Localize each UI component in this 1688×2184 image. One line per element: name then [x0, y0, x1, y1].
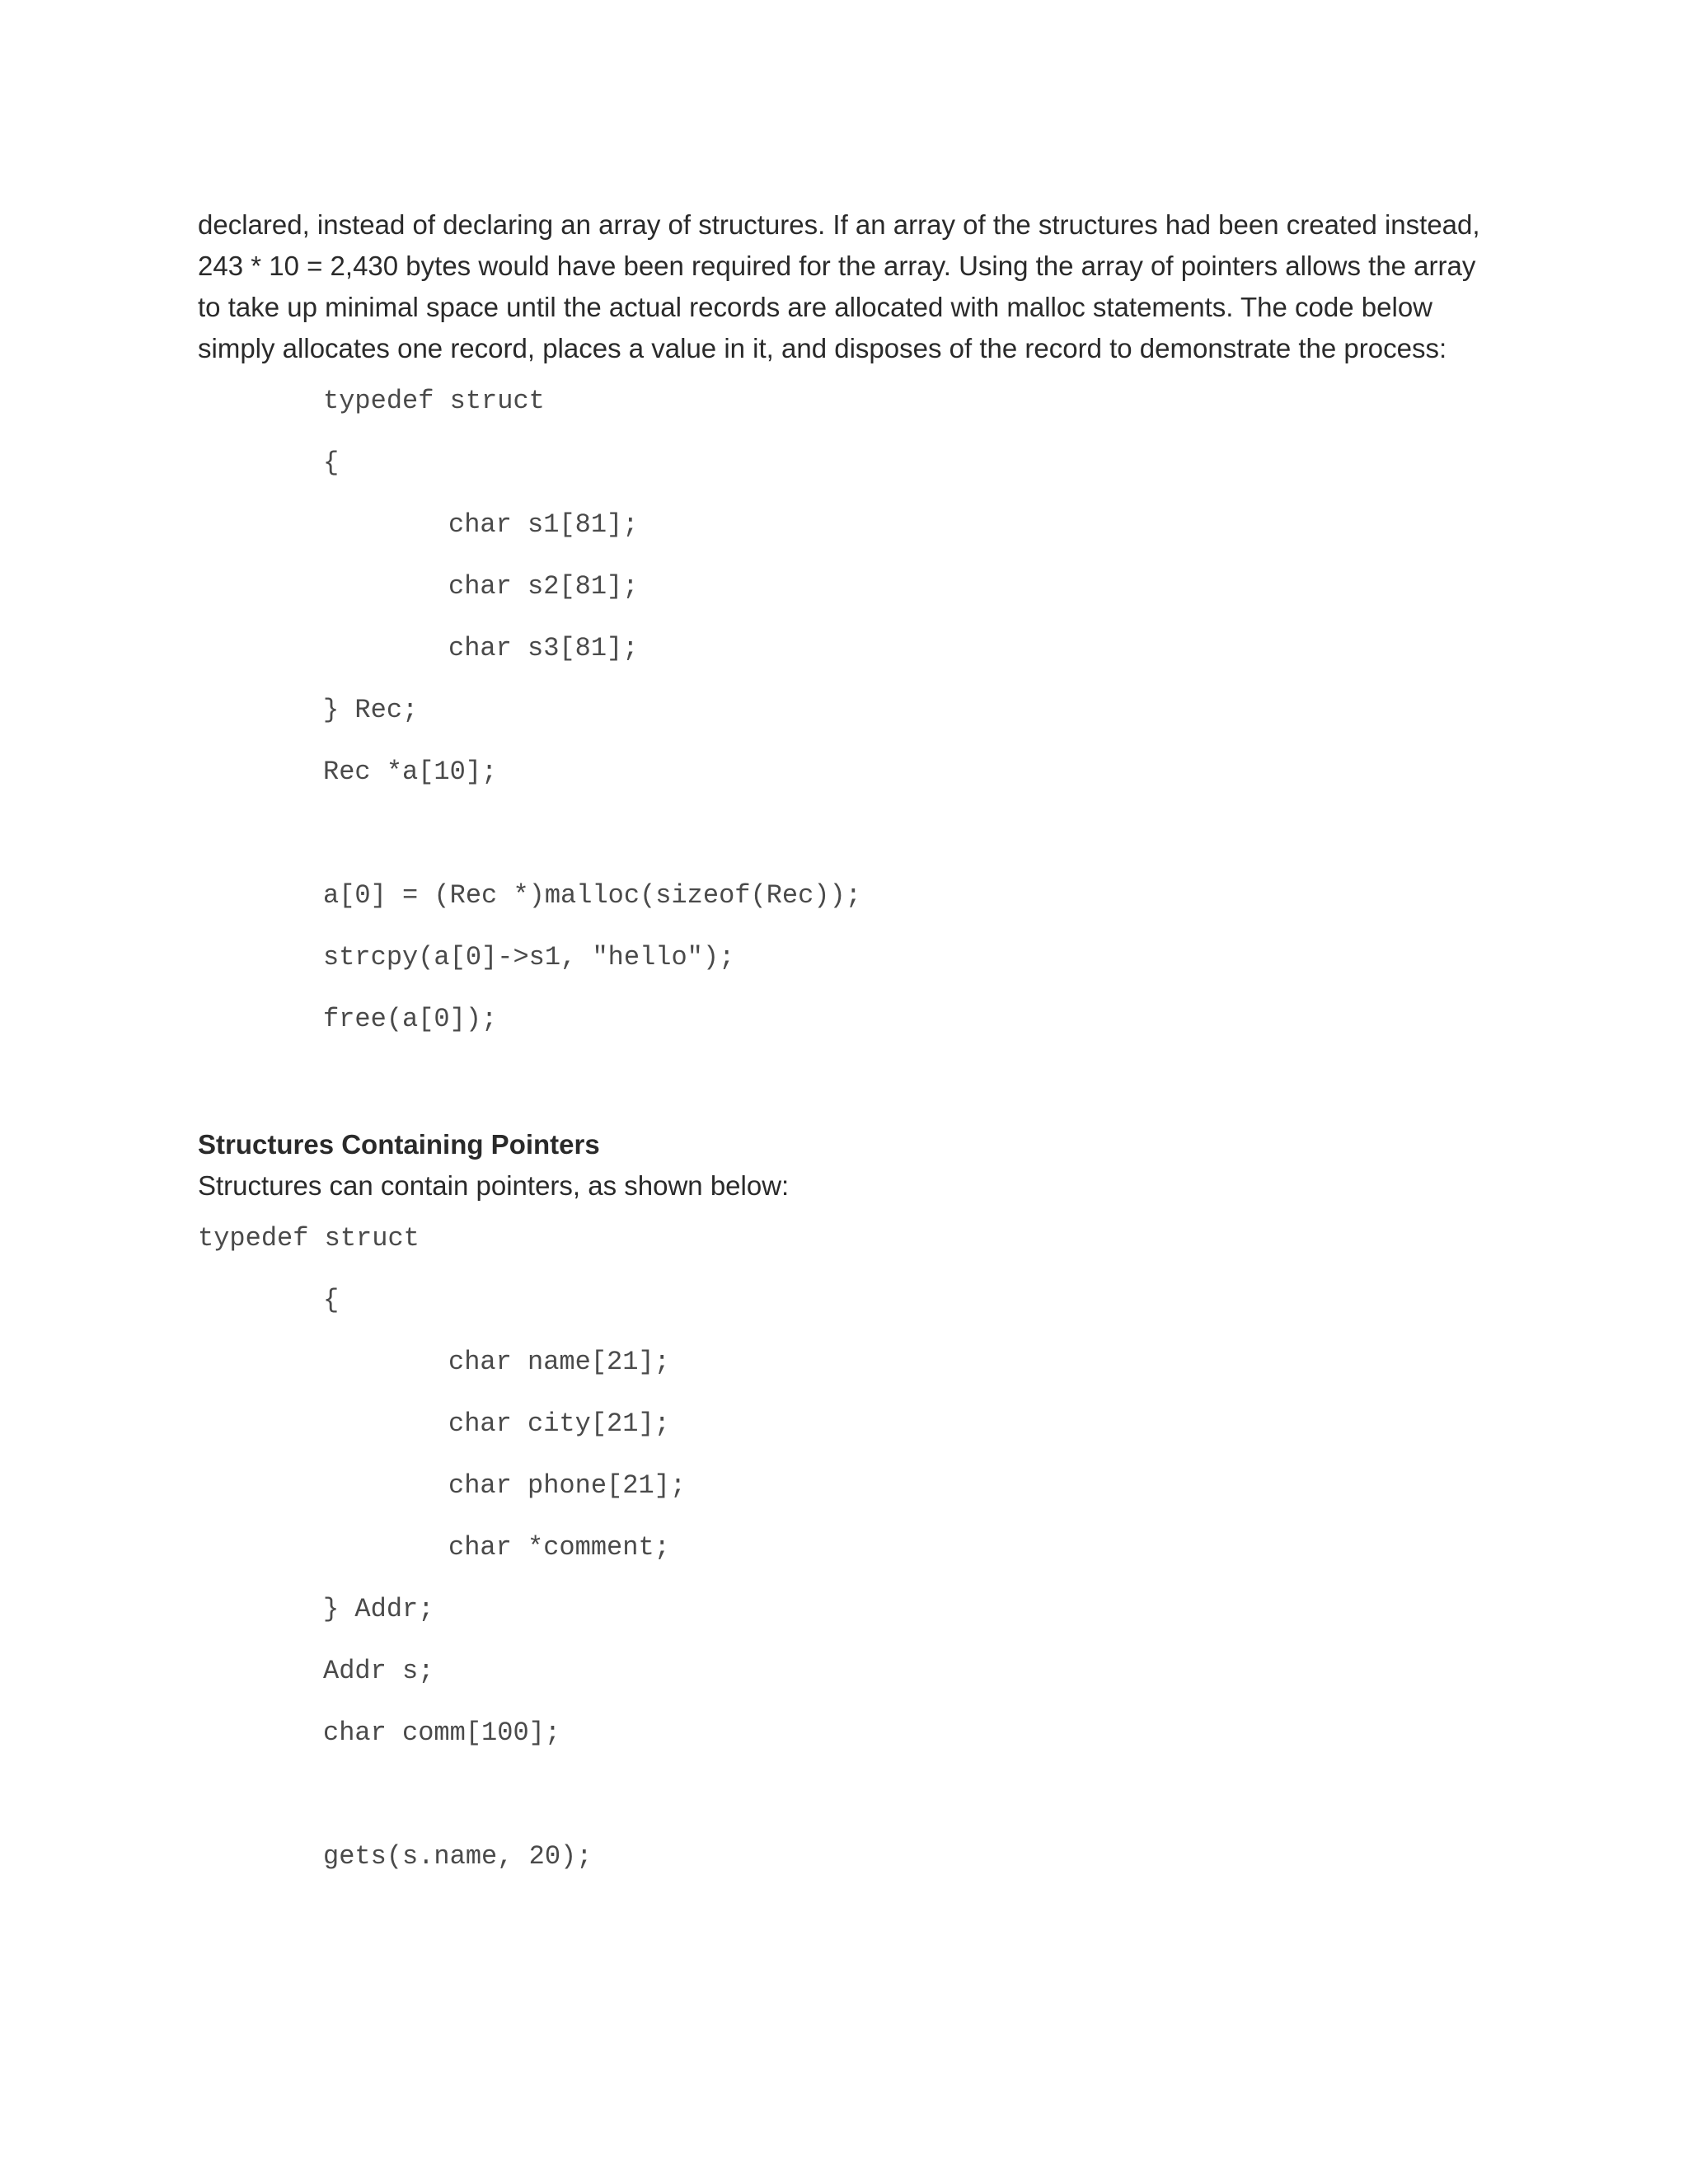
code-line: char comm[100]; — [323, 1718, 561, 1748]
code-line: } Addr; — [323, 1594, 434, 1624]
code-line: typedef struct — [323, 386, 545, 416]
intro-paragraph: declared, instead of declaring an array of structures. If an array of the structures had been created instead, 243 * 10 = 2,430 bytes would have been required for the array. Using the array of pointers allows the array to take up minimal space until the actual records are allocated with malloc statements. The code below simply allocates one record, places a value in it, and disposes of the record to demonstrate the process: — [198, 209, 1480, 363]
code-line: typedef struct — [198, 1223, 420, 1254]
code-line: char *comment; — [448, 1532, 670, 1563]
code-line: a[0] = (Rec *)malloc(sizeof(Rec)); — [323, 880, 861, 911]
section-heading: Structures Containing Pointers — [198, 1129, 600, 1160]
section-intro: Structures can contain pointers, as shown below: — [198, 1170, 790, 1201]
code-line: char s2[81]; — [448, 571, 639, 602]
code-line: free(a[0]); — [323, 1004, 498, 1034]
code-line: Addr s; — [323, 1656, 434, 1686]
code-line: strcpy(a[0]->s1, "hello"); — [323, 942, 735, 972]
code-line-blank — [198, 1764, 1500, 1825]
code-line-blank — [198, 803, 1500, 865]
code-line: } Rec; — [323, 695, 419, 725]
document-page — [198, 204, 1500, 1887]
code-line: char name[21]; — [448, 1347, 670, 1377]
code-line: char phone[21]; — [448, 1470, 687, 1501]
code-line: char s1[81]; — [448, 509, 639, 540]
code-line: char s3[81]; — [448, 633, 639, 663]
code-line: { — [323, 448, 340, 478]
code-block-addr — [198, 1207, 1500, 1887]
code-block-rec — [198, 370, 1500, 1050]
code-line: gets(s.name, 20); — [323, 1841, 593, 1872]
code-line: { — [323, 1285, 340, 1315]
code-line: Rec *a[10]; — [323, 757, 498, 787]
code-line: char city[21]; — [448, 1408, 670, 1439]
